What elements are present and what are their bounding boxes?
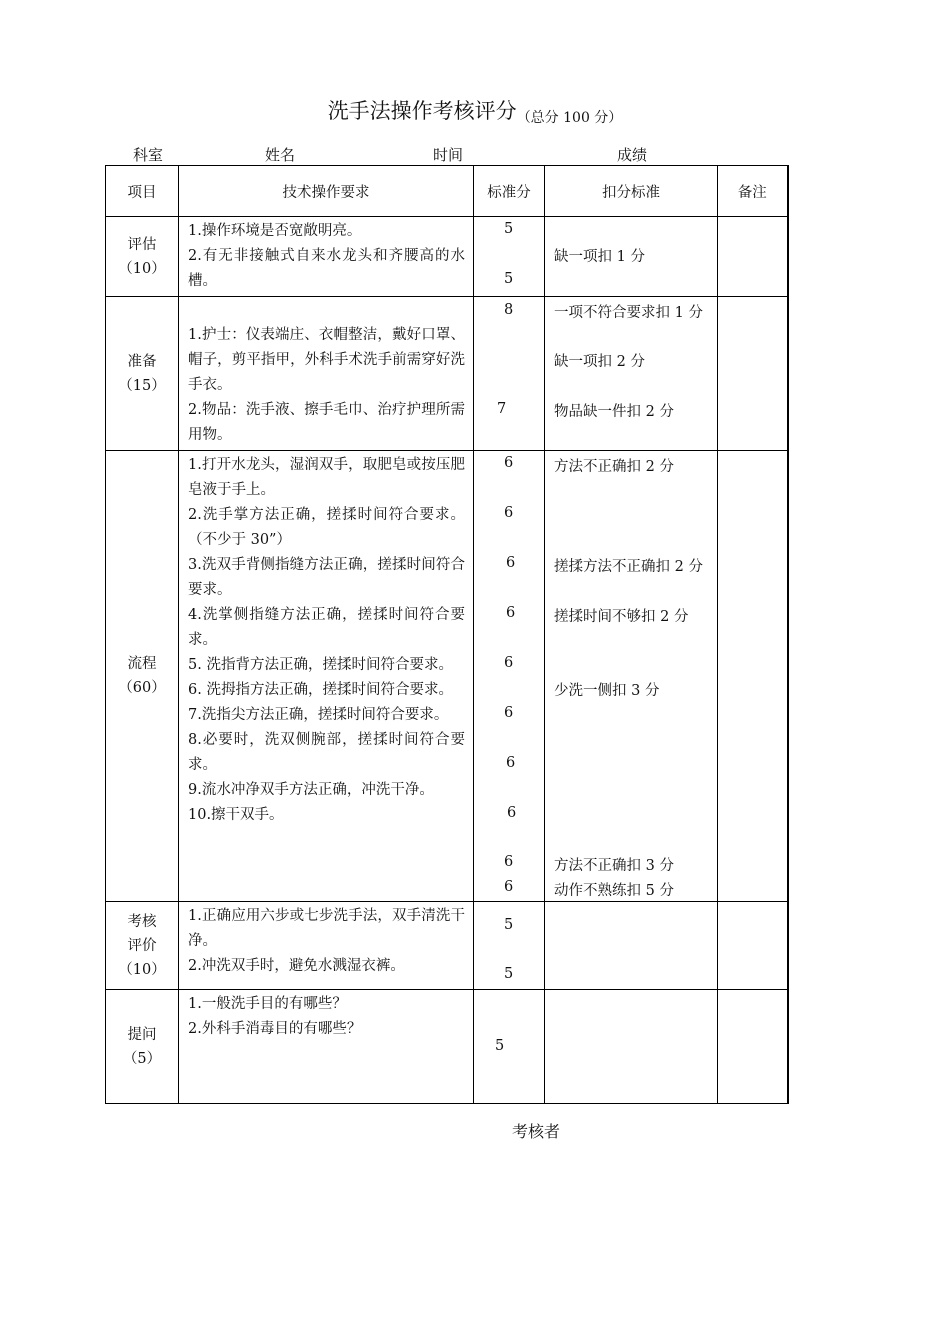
table-row	[106, 217, 788, 297]
score-value: 6	[506, 605, 516, 621]
deduction-cell	[545, 297, 718, 451]
section-points: （15）	[118, 377, 166, 394]
deduction-item: 搓揉时间不够扣 2 分	[554, 609, 689, 625]
notes-cell	[718, 451, 788, 902]
score-value: 7	[497, 401, 507, 417]
header-standard-score: 标准分	[474, 166, 545, 217]
deduction-item: 方法不正确扣 3 分	[554, 858, 674, 874]
requirement-item: 1.护士：仪表端庄、衣帽整洁，戴好口罩、帽子，剪平指甲，外科手术洗手前需穿好洗手衣。	[188, 327, 465, 393]
section-label	[106, 297, 179, 451]
requirement-item: 2.外科手消毒目的有哪些？	[188, 1021, 362, 1037]
table-row	[106, 990, 788, 1104]
score-value: 5	[495, 1038, 505, 1054]
requirement-item: 6. 洗拇指方法正确，搓揉时间符合要求。	[188, 682, 453, 698]
section-points: （60）	[118, 680, 166, 696]
section-name: 提问	[127, 1026, 157, 1043]
requirement-item: 2.物品：洗手液、擦手毛巾、治疗护理所需用物。	[188, 402, 465, 443]
requirement-item: 1.正确应用六步或七步洗手法，双手清洗干净。	[188, 908, 465, 949]
section-name: 评估	[127, 236, 157, 253]
section-points: （10）	[118, 961, 166, 978]
score-value: 6	[504, 505, 514, 521]
requirements-cell	[179, 451, 474, 902]
score-value: 6	[504, 655, 514, 671]
table-row	[106, 902, 788, 990]
header-notes: 备注	[718, 166, 788, 217]
score-cell	[474, 902, 545, 990]
section-label	[106, 217, 179, 297]
deduction-item: 搓揉方法不正确扣 2 分	[554, 559, 703, 575]
section-name: 流程	[127, 656, 157, 672]
score-cell	[474, 217, 545, 297]
deduction-cell	[545, 902, 718, 990]
requirement-item: 2.洗手掌方法正确，搓揉时间符合要求。（不少于 30”）	[188, 507, 465, 548]
header-deduction-criteria: 扣分标准	[545, 166, 718, 217]
section-points: （10）	[118, 260, 166, 277]
notes-cell	[718, 990, 788, 1104]
requirement-item: 2.有无非接触式自来水龙头和齐腰高的水槽。	[188, 248, 465, 289]
score-cell	[474, 297, 545, 451]
section-label	[106, 451, 179, 902]
requirement-item: 3.洗双手背侧指缝方法正确，搓揉时间符合要求。	[188, 557, 465, 598]
header-requirements: 技术操作要求	[179, 166, 474, 217]
requirement-item: 7.洗指尖方法正确，搓揉时间符合要求。	[188, 707, 449, 723]
score-value: 5	[504, 271, 514, 287]
title-total-points: （总分 100 分）	[516, 110, 623, 126]
notes-cell	[718, 217, 788, 297]
score-value: 6	[506, 755, 516, 771]
section-name-line2: 评价	[127, 937, 157, 954]
requirement-item: 8.必要时，洗双侧腕部，搓揉时间符合要求。	[188, 732, 465, 773]
table-row	[106, 297, 788, 451]
section-name: 准备	[127, 353, 157, 370]
table-row	[106, 451, 788, 902]
requirement-item: 5. 洗指背方法正确，搓揉时间符合要求。	[188, 657, 453, 673]
requirement-item: 10.擦干双手。	[188, 807, 284, 823]
section-label	[106, 990, 179, 1104]
requirements-cell	[179, 902, 474, 990]
requirements-cell	[179, 990, 474, 1104]
score-value: 5	[504, 917, 514, 933]
header-item: 项目	[106, 166, 179, 217]
deduction-cell	[545, 217, 718, 297]
deduction-item: 少洗一侧扣 3 分	[554, 683, 660, 699]
table-header-row	[106, 166, 788, 217]
requirement-item: 2.冲洗双手时，避免水溅湿衣裤。	[188, 958, 405, 974]
meta-dept-label: 科室	[133, 146, 164, 164]
meta-time-label: 时间	[433, 146, 464, 164]
deduction-item: 物品缺一件扣 2 分	[554, 404, 674, 420]
requirement-item: 1.一般洗手目的有哪些？	[188, 996, 347, 1012]
deduction-item: 缺一项扣 1 分	[554, 249, 645, 265]
examiner-signature-label: 考核者	[512, 1122, 561, 1141]
score-value: 8	[504, 302, 514, 318]
deduction-item: 缺一项扣 2 分	[554, 354, 645, 370]
score-value: 6	[504, 705, 514, 721]
requirement-item: 4.洗掌侧指缝方法正确，搓揉时间符合要求。	[188, 607, 465, 648]
deduction-item: 动作不熟练扣 5 分	[554, 883, 674, 899]
meta-name-label: 姓名	[265, 146, 296, 164]
scoring-table	[105, 165, 789, 1104]
requirement-item: 1.操作环境是否宽敞明亮。	[188, 223, 362, 239]
deduction-cell	[545, 990, 718, 1104]
score-value: 6	[504, 455, 514, 471]
deduction-cell	[545, 451, 718, 902]
score-value: 5	[504, 221, 514, 237]
page-title	[0, 95, 950, 125]
score-value: 6	[506, 555, 516, 571]
requirements-cell	[179, 297, 474, 451]
score-value: 6	[504, 879, 514, 895]
deduction-item: 一项不符合要求扣 1 分	[554, 305, 703, 321]
title-text: 洗手法操作考核评分	[327, 99, 517, 123]
requirement-item: 9.流水冲净双手方法正确，冲洗干净。	[188, 782, 434, 798]
score-value: 6	[504, 854, 514, 870]
deduction-item: 方法不正确扣 2 分	[554, 459, 674, 475]
notes-cell	[718, 902, 788, 990]
section-name: 考核	[127, 913, 157, 930]
meta-grade-label: 成绩	[617, 146, 648, 164]
score-cell	[474, 990, 545, 1104]
requirements-cell	[179, 217, 474, 297]
score-value: 6	[507, 805, 517, 821]
score-cell	[474, 451, 545, 902]
section-label	[106, 902, 179, 990]
section-points: （5）	[122, 1050, 162, 1067]
requirement-item: 1.打开水龙头，湿润双手，取肥皂或按压肥皂液于手上。	[188, 457, 465, 498]
score-value: 5	[504, 966, 514, 982]
notes-cell	[718, 297, 788, 451]
